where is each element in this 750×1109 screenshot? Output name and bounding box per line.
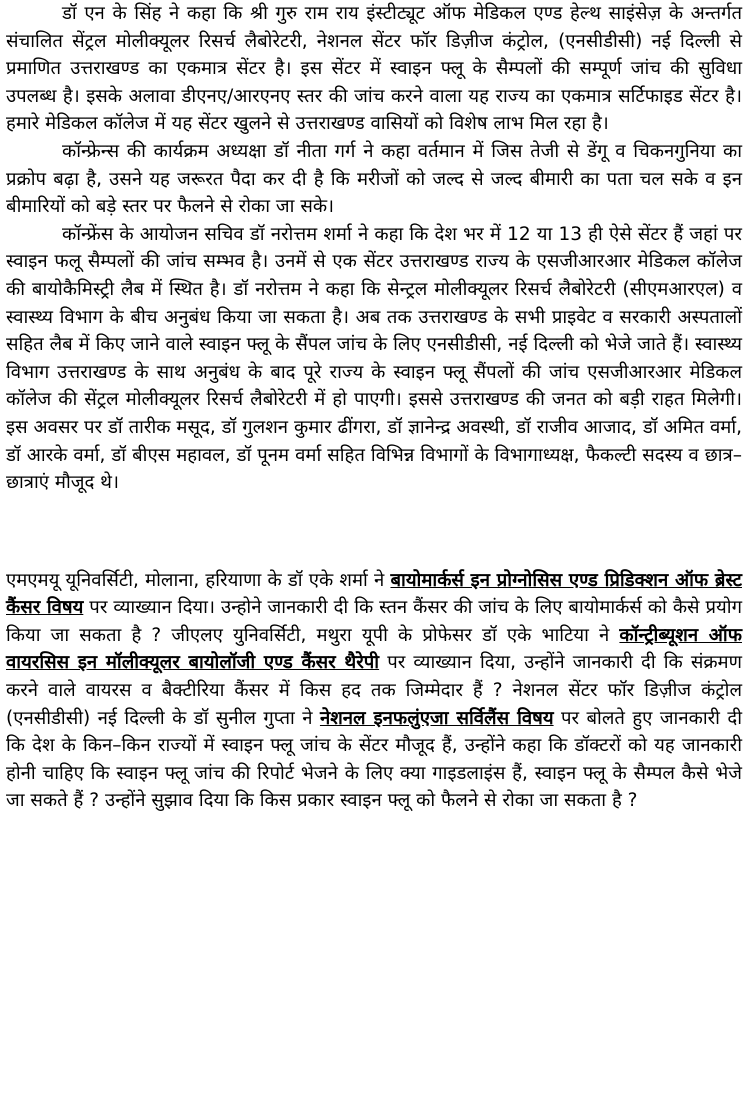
paragraph-4-text-2: पर व्याख्यान दिया। उन्होने जानकारी दी कि स्तन कैंसर की जांच के लिए बायोमार्कर्स को कैसे प्रयोग किया जा सकता है ? जीएलए युनिवर्सिटी, मथुरा यूपी के प्रोफेसर डॉ एके भाटिया ने — [6, 597, 742, 646]
talk-title-3: नेशनल इनफलुंएजा सर्विलैंस विषय — [319, 707, 554, 729]
paragraph-4-text-4: पर बोलते हुए जानकारी दी कि देश के किन–किन राज्यों में स्वाइन फ्लू जांच के सेंटर मौजूद हैं, उन्होंने कहा कि डॉक्टरों को यह जानकारी होनी चाहिए कि स्वाइन फ्लू जांच की रिपोर्ट भेजने के लिए क्या गाइडलाइंस हैं, स्वाइन फ्लू के सैम्पल कैसे भेजे जा सकते हैं ? उन्होंने सुझाव दिया कि किस प्रकार स्वाइन फ्लू को फैलने से रोका जा सकता है ? — [6, 707, 742, 812]
talk-title-1: बायोमार्कर्स इन प्रोग्नोसिस एण्ड प्रिडिक्शन ऑफ ब्रेस्ट कैंसर विषय — [6, 569, 742, 619]
paragraph-4-text-3: पर व्याख्यान दिया, उन्होंने जानकारी दी कि संक्रमण करने वाले वायरस व बैक्टीरिया कैंसर में किस हद तक जिम्मेदार हैं ? नेशनल सेंटर फॉर डिज़ीज कंट्रोल (एनसीडीसी) नई दिल्ली के डॉ सुनील गुप्ता ने — [6, 652, 742, 729]
talk-title-2: कॉन्ट्रीब्यूशन ऑफ वायरसिस इन मॉलीक्यूलर बायोलॉजी एण्ड कैंसर थैरेपी — [6, 624, 742, 674]
blank-gap — [6, 497, 742, 567]
paragraph-4 — [6, 567, 742, 815]
paragraph-3: कॉन्फ्रेंस के आयोजन सचिव डॉ नरोत्तम शर्मा ने कहा कि देश भर में 12 या 13 ही ऐसे सेंटर हैं जहां पर स्वाइन फलू सैम्पलों की जांच सम्भव है। उनमें से एक सेंटर उत्तराखण्ड राज्य के एसजीआरआर मेडिकल कॉलेज की बायोकैमिस्ट्री लैब में स्थित है। डॉ नरोत्तम ने कहा कि सेन्ट्रल मोलीक्यूलर रिसर्च लैबोरेटरी (सीएमआरएल) व स्वास्थ्य विभाग के बीच अनुबंध किया जा सकता है। अब तक उत्तराखण्ड के सभी प्राइवेट व सरकारी अस्पतालों सहित लैब में किए जाने वाले स्वाइन फ्लू के सैंपल जांच के लिए एनसीडीसी, नई दिल्ली को भेजे जाते हैं। स्वास्थ्य विभाग उत्तराखण्ड के साथ अनुबंध के बाद पूरे राज्य के स्वाइन फ्लू सैंपलों की जांच एसजीआरआर मेडिकल कॉलेज की सेंट्रल मोलीक्यूलर रिसर्च लैबोरेटरी में हो पाएगी। इससे उत्तराखण्ड की जनत को बड़ी राहत मिलेगी। इस अवसर पर डॉ तारीक मसूद, डॉ गुलशन कुमार ढींगरा, डॉ ज्ञानेन्द्र अवस्थी, डॉ राजीव आजाद, डॉ अमित वर्मा, डॉ आरके वर्मा, डॉ बीएस महावल, डॉ पूनम वर्मा सहित विभिन्न विभागों के विभागाध्यक्ष, फैकल्टी सदस्य व छात्र–छात्राएं मौजूद थे। — [6, 223, 742, 494]
paragraph-2: कॉन्फ्रेन्स की कार्यक्रम अध्यक्षा डॉ नीता गर्ग ने कहा वर्तमान में जिस तेजी से डेंगू व चिकनगुनिया का प्रक्रोप बढ़ा है, उसने यह जरूरत पैदा कर दी है कि मरीजों को जल्द से जल्द बीमारी का पता चल सके व इन बीमारियों को बड़े स्तर पर फैलने से रोका जा सके। — [6, 140, 742, 218]
paragraph-4-text-1: एमएमयू यूनिवर्सिटी, मोलाना, हरियाणा के डॉ एके शर्मा ने — [6, 569, 391, 591]
paragraph-1: डॉ एन के सिंह ने कहा कि श्री गुरु राम राय इंस्टीट्यूट ऑफ मेडिकल एण्ड हेल्थ साइंसेज़ के अन्तर्गत संचालित सेंट्रल मोलीक्यूलर रिसर्च लैबोरेटरी, नेशनल सेंटर फॉर डिज़ीज कंट्रोल, (एनसीडीसी) नई दिल्ली से प्रमाणित उत्तराखण्ड का एकमात्र सेंटर है। इस सेंटर में स्वाइन फ्लू के सैम्पलों की सम्पूर्ण जांच की सुविधा उपलब्ध है। इसके अलावा डीएनए/आरएनए स्तर की जांच करने वाला यह राज्य का एकमात्र सर्टिफाइड सेंटर है। हमारे मेडिकल कॉलेज में यह सेंटर खुलने से उत्तराखण्ड वासियों को विशेष लाभ मिल रहा है। — [6, 3, 742, 135]
